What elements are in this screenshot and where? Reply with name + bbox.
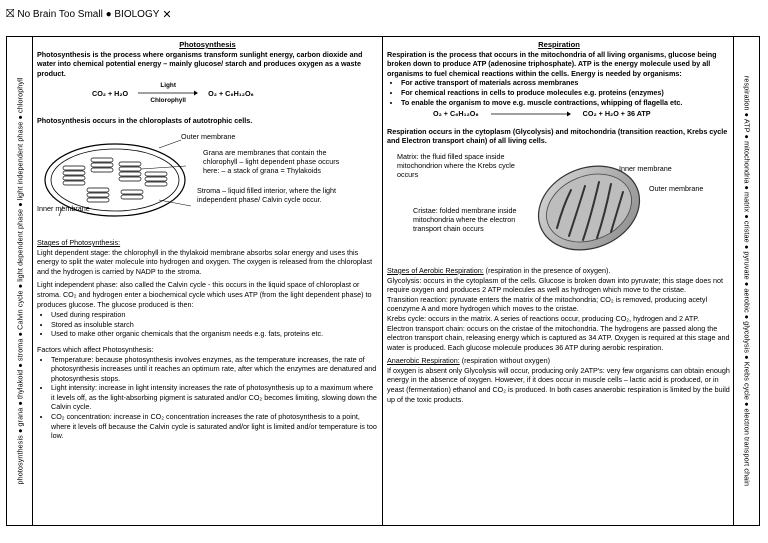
stage-electron-transport: Electron transport chain: occurs on the cristae of the mitochondria. The hydrogens are passed along the electron transport chain, releasing energy which is captured as 34 ATP. Oxygen is required at this stage and water is produced. Each glucose molecule produces 36 ATP during aerobic respiration. xyxy=(387,323,730,352)
summary-sheet xyxy=(6,36,760,526)
factors-heading: Factors which affect Photosynthesis: xyxy=(37,344,154,354)
respiration-column xyxy=(383,37,735,525)
eq-reactants: O₂ + C₆H₁₂O₆ xyxy=(433,109,479,119)
arrow-icon xyxy=(491,110,571,118)
list-item: • For chemical reactions in cells to produce molecules e.g. proteins (enzymes) xyxy=(401,88,731,98)
label-grana: Grana are membranes that contain the chlorophyll – light dependent phase occurs here: – a stack of grana = Thylakoids xyxy=(203,147,340,176)
label-cristae: Cristae: folded membrane inside mitochondria where the electron transport chain occurs xyxy=(413,205,517,234)
photosynthesis-column xyxy=(33,37,383,525)
aerobic-heading: Stages of Aerobic Respiration: xyxy=(387,265,484,275)
respiration-location: Respiration occurs in the cytoplasm (Glycolysis) and mitochondria (transition reaction, Krebs cycle and Electron transport chain) of all living cells. xyxy=(387,126,728,146)
label-outer-membrane: Outer membrane xyxy=(649,183,704,193)
photosynthesis-location: Photosynthesis occurs in the chloroplasts of autotrophic cells. xyxy=(37,116,253,126)
label-inner-membrane: Inner membrane xyxy=(619,163,672,173)
light-dependent-text: Light dependent stage: the chlorophyll in the thylakoid membrane absorbs solar energy and uses this energy to split the water molecule into hydrogen and oxygen. The oxygen is released from the chloroplast and the hydrogen is carried by NADP to the stroma. xyxy=(37,247,373,276)
mitochondrion-diagram xyxy=(387,150,731,266)
page-header xyxy=(6,4,172,24)
energy-needs-list xyxy=(387,78,731,107)
chloroplast-illustration xyxy=(41,136,191,228)
right-keywords: respiration ● ATP ● mitochondria ● matrix ● cristae ● pyruvate ● aerobic ● glycolysis ● Krebs cycle ● electron transport chain xyxy=(742,75,751,487)
right-keyword-strip xyxy=(733,37,759,525)
list-item: • Used during respiration xyxy=(51,310,378,320)
brain-logo-icon: ⛝ xyxy=(6,7,15,20)
list-item: • Temperature: because photosynthesis involves enzymes, as the temperature increases, the rate of photosynthesis increases until it reaches an optimum rate, after which the enzymes are denatured and photosynthesis stops. xyxy=(51,355,378,384)
left-keywords: photosynthesis ● grana ● thylakoid ● stroma ● Calvin cycle ● light dependent phase ● light independent phase ● chlorophyll xyxy=(15,77,24,485)
list-item: • Used to make other organic chemicals that the organism needs e.g. fats, proteins etc. xyxy=(51,329,378,339)
label-inner-membrane: Inner membrane xyxy=(37,203,90,213)
anaerobic-text: If oxygen is absent only Glycolysis will occur, producing only 2ATP's: very few organisms can obtain enough energy in the absence of oxygen. However, if it does occur in muscle cells – lactic acid is produced, or in yeast (fermentation) ethanol and CO₂ is produced. In both cases anaerobic respiration is limited by the build up of the toxic products. xyxy=(387,365,730,404)
eq-arrow xyxy=(138,82,198,104)
respiration-intro: Respiration is the process that occurs in the mitochondria of all living organisms, glucose being broken down to produce ATP (adenosine triphosphate). ATP is the energy molecule used by all organisms to fuel chemical reactions within the cells. Energy is needed by organisms: xyxy=(387,49,717,78)
list-item: • For active transport of materials across membranes xyxy=(401,78,731,88)
dna-logo-icon: ✕ xyxy=(162,8,172,21)
respiration-title: Respiration xyxy=(538,40,580,49)
arrow-icon xyxy=(138,89,198,97)
list-item: • CO₂ concentration: increase in CO₂ concentration increases the rate of photosynthesis to a point, where it levels off because the Calvin cycle is saturated and/or light is limited and/or temperature is too low. xyxy=(51,412,378,441)
stage-transition: Transition reaction: pyruvate enters the matrix of the mitochondria; CO₂ is removed, producing acetyl coenzyme A and more hydrogen which moves to the cristae. xyxy=(387,294,708,314)
light-independent-text: Light independent phase: also called the Calvin cycle - this occurs in the liquid space of chloroplast or stroma. CO₂ and hydrogen enter a biochemical cycle which uses ATP (from the light dependent phase) to produces glucose. The glucose produced is then: xyxy=(37,280,372,309)
list-item: • To enable the organism to move e.g. muscle contractions, whipping of flagella etc. xyxy=(401,98,731,108)
stage-krebs: Krebs cycle: occurs in the matrix. A series of reactions occur, producing CO₂, hydrogen and 2 ATP. xyxy=(387,313,700,323)
header-title: No Brain Too Small ● BIOLOGY xyxy=(17,8,160,20)
eq-reactants: CO₂ + H₂O xyxy=(92,88,129,98)
label-matrix: Matrix: the fluid filled space inside mitochondrion where the Krebs cycle occurs xyxy=(397,151,515,180)
list-item: • Light intensity: increase in light intensity increases the rate of photosynthesis up to a maximum where it levels off, as the light-absorbing pigment is saturated and/or CO₂ becomes limiting, slowing down the Calvin cycle. xyxy=(51,383,378,412)
label-stroma: Stroma – liquid filled interior, where the light independent phase/ Calvin cycle occur. xyxy=(197,185,337,205)
anaerobic-paragraph xyxy=(387,356,731,366)
eq-arrow-bottom: Chlorophyll xyxy=(150,97,186,105)
eq-products: O₂ + C₆H₁₂O₆ xyxy=(208,88,254,98)
glucose-uses-list xyxy=(37,310,378,339)
factors-list xyxy=(37,355,378,441)
photosynthesis-equation xyxy=(92,82,378,104)
stage-glycolysis: Glycolysis: occurs in the cytoplasm of the cells. Glucose is broken down into pyruvate; this stage does not require oxygen and produces 2 ATP molecules as well as hydrogen which move to the cristae. xyxy=(387,275,723,295)
eq-arrow-top: Light xyxy=(160,82,176,90)
anaerobic-heading: Anaerobic Respiration: xyxy=(387,356,460,366)
list-item: • Stored as insoluble starch xyxy=(51,320,378,330)
aerobic-note: (respiration in the presence of oxygen). xyxy=(483,265,611,275)
anaerobic-note: (respiration without oxygen) xyxy=(459,356,551,366)
aerobic-paragraph xyxy=(387,266,731,276)
photosynthesis-intro: Photosynthesis is the process where organisms transform sunlight energy, carbon dioxide and water into chemical potential energy – mainly glucose/ starch and produces oxygen as a waste product. xyxy=(37,49,363,78)
left-keyword-strip xyxy=(7,37,33,525)
respiration-equation xyxy=(433,109,731,119)
chloroplast-diagram xyxy=(37,132,378,232)
label-outer-membrane: Outer membrane xyxy=(181,131,236,141)
eq-products: CO₂ + H₂O + 36 ATP xyxy=(582,109,651,119)
photosynthesis-title: Photosynthesis xyxy=(179,40,236,49)
stages-heading: Stages of Photosynthesis: xyxy=(37,237,121,247)
